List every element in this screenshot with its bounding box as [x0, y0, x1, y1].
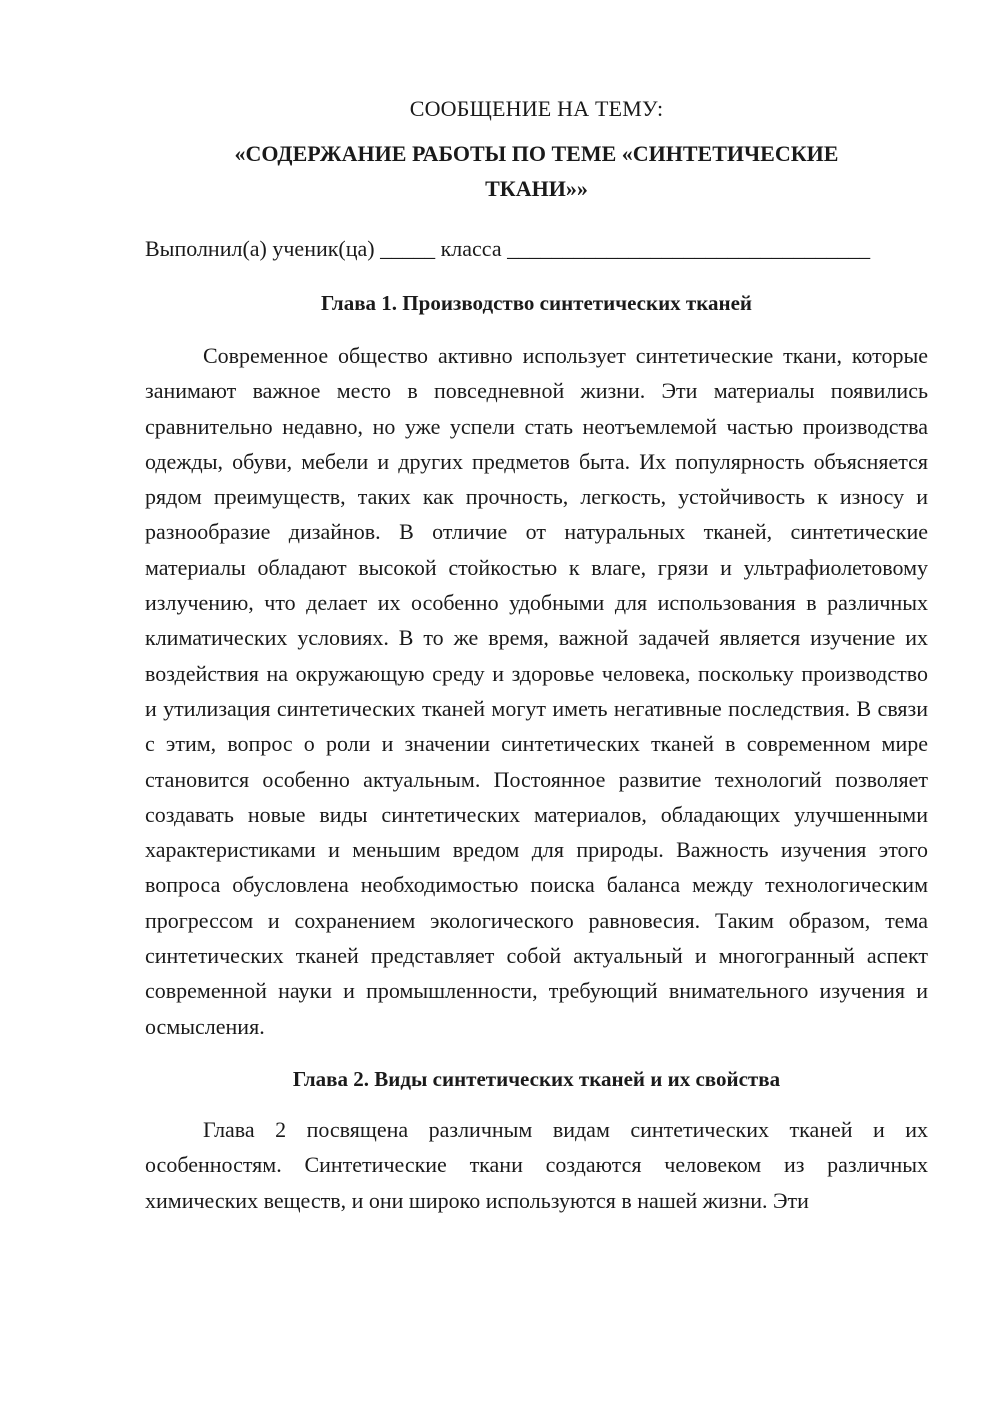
chapter-1-paragraph: Современное общество активно использует синтетические ткани, которые занимают важное место в повседневной жизни. Эти материалы появились сравнительно недавно, но уже успели стать неотъемлемой частью производства одежды, обуви, мебели и других предметов быта. Их популярность объясняется рядом преимуществ, таких как прочность, легкость, устойчивость к износу и разнообразие дизайнов. В отличие от натуральных тканей, синтетические материалы обладают высокой стойкостью к влаге, грязи и ультрафиолетовому излучению, что делает их особенно удобными для использования в различных климатических условиях. В то же время, важной задачей является изучение их воздействия на окружающую среду и здоровье человека, поскольку производство и утилизация синтетических тканей могут иметь негативные последствия. В связи с этим, вопрос о роли и значении синтетических тканей в современном мире становится особенно актуальным. Постоянное развитие технологий позволяет создавать новые виды синтетических материалов, обладающих улучшенными характеристиками и меньшим вредом для природы. Важность изучения этого вопроса обусловлена необходимостью поиска баланса между технологическим прогрессом и сохранением экологического равновесия. Таким образом, тема синтетических тканей представляет собой актуальный и многогранный аспект современной науки и промышленности, требующий внимательного изучения и осмысления. [145, 343, 928, 1039]
report-title: «СОДЕРЖАНИЕ РАБОТЫ ПО ТЕМЕ «СИНТЕТИЧЕСКИЕ ТКАНИ»» [234, 141, 839, 201]
author-line: Выполнил(а) ученик(ца) _____ класса _________________________________ [145, 236, 871, 261]
chapter-1-heading: Глава 1. Производство синтетических тканей [320, 291, 753, 315]
report-label: СООБЩЕНИЕ НА ТЕМУ: [409, 96, 664, 121]
chapter-2-heading: Глава 2. Виды синтетических тканей и их свойства [292, 1066, 781, 1091]
chapter-2-paragraph: Глава 2 посвящена различным видам синтетических тканей и их особенностям. Синтетические ткани создаются человеком из различных химических веществ, и они широко используются в нашей жизни. Эти [145, 1116, 928, 1213]
